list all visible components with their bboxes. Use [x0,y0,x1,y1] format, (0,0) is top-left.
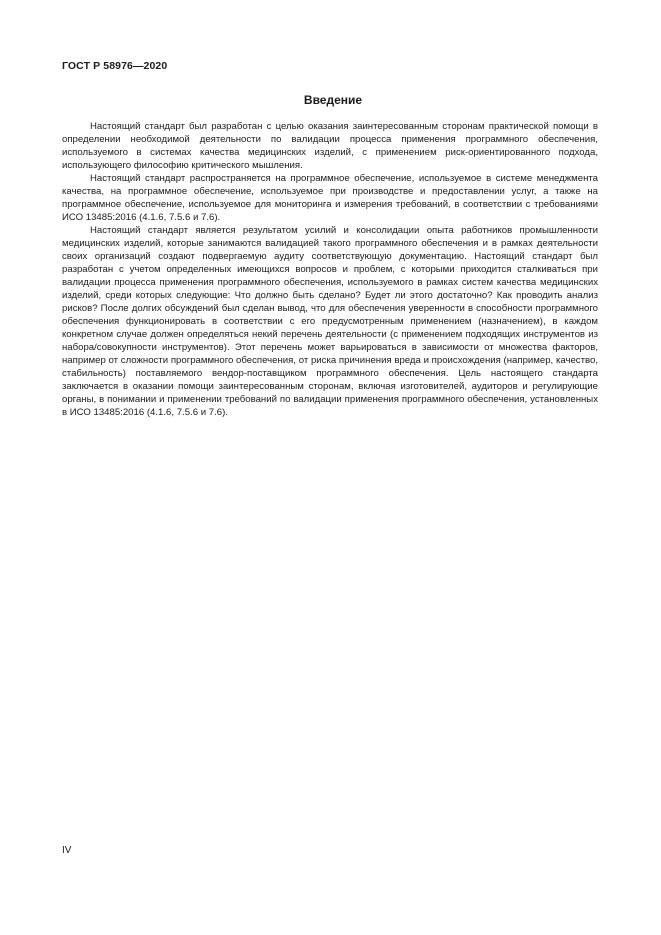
paragraph: Настоящий стандарт распространяется на программное обеспечение, используемое в системе менеджмента качества, на программное обеспечение, используемое при производстве и предоставлении услуг, а также на программное обеспечение, используемое для мониторинга и измерения требований, в соответствии с требованиями ИСО 13485:2016 (4.1.6, 7.5.6 и 7.6). [62,173,598,223]
paragraph: Настоящий стандарт является результатом усилий и консолидации опыта работников промышленности медицинских изделий, которые занимаются валидацией такого программного обеспечения и в рамках деятельности своих организаций создают подвергаемую аудиту соответствующую документацию. Настоящий стандарт был разработан с учетом определенных имеющихся вопросов и проблем, с которыми приходится сталкиваться при валидации процесса применения программного обеспечения, используемого в рамках систем качества медицинских изделий, среди которых следующие: Что должно быть сделано? Будет ли этого достаточно? Как проводить анализ рисков? После долгих обсуждений был сделан вывод, что для обеспечения уверенности в способности программного обеспечения функционировать в соответствии с его предусмотренным применением (назначением), в каждом конкретном случае должен определяться некий перечень деятельности (с применением подходящих инструментов из набора/совокупности инструментов). Этот перечень может варьироваться в зависимости от множества факторов, например от сложности программного обеспечения, от риска причинения вреда и происхождения (например, качество, стабильность) поставляемого вендор-поставщиком программного обеспечения. Цель настоящего стандарта заключается в оказании помощи заинтересованным сторонам, включая изготовителей, аудиторов и регулирующие органы, в понимании и применении требований по валидации применения программного обеспечения, установленных в ИСО 13485:2016 (4.1.6, 7.5.6 и 7.6). [62,225,598,418]
paragraph: Настоящий стандарт был разработан с целью оказания заинтересованным сторонам практической помощи в определении необходимой деятельности по валидации процесса применения программного обеспечения, используемого в системах качества медицинских изделий, с применением риск-ориентированного подхода, использующего философию критического мышления. [62,121,598,171]
document-header: ГОСТ Р 58976—2020 [62,60,168,72]
section-title-text: Введение [303,93,363,107]
section-body [62,120,598,419]
section-title [62,93,598,107]
page-number: IV [62,845,72,856]
